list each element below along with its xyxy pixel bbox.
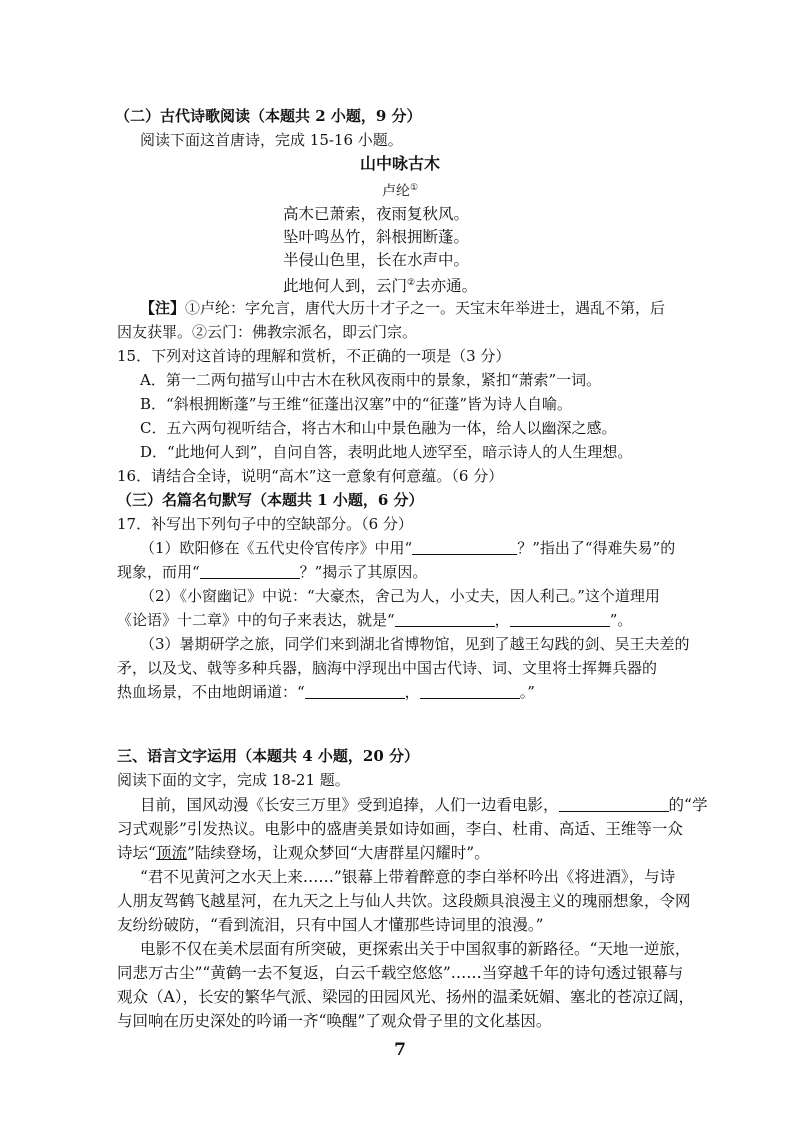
q17-item3-line1: （3）暑期研学之旅，同学们来到湖北省博物馆，见到了越王勾践的剑、吴王夫差的 [140,635,690,653]
q15-stem: 15．下列对这首诗的理解和赏析，不正确的一项是（3 分） [117,347,511,365]
note-line-1 [140,297,665,319]
q15-option-a: A．第一二两句描写山中古木在秋风夜雨中的景象，紧扣“萧索”一词。 [140,371,602,389]
passage-line-7: 电影不仅在美术层面有所突破，更探索出关于中国叙事的新路径。“天地一逆旅， [140,940,691,958]
section2-heading: （二）古代诗歌阅读（本题共 2 小题，9 分） [115,107,422,125]
passage-line-6: 友纷纷破防，“看到流泪，只有中国人才懂那些诗词里的浪漫。” [117,916,544,934]
poem-title: 山中咏古木 [359,154,440,173]
q17-item1-line2 [117,561,427,583]
page-number: 7 [394,1040,406,1060]
passage-line-3 [117,842,490,864]
poem-line-4 [283,272,477,297]
q17-item3-line3 [117,681,535,703]
q17-1-text-c: 现象，而用“ [117,563,200,581]
answer-blank[interactable] [420,682,520,699]
q17-item3-line2: 矛，以及戈、戟等多种兵器，脑海中浮现出中国古代诗、词、文里将士挥舞兵器的 [117,659,658,677]
part3-instruction: 阅读下面的文字，完成 18-21 题。 [117,771,350,789]
answer-blank[interactable] [510,610,610,627]
poem-line-1: 高木已萧索，夜雨复秋风。 [283,205,470,223]
q17-stem: 17．补写出下列句子中的空缺部分。（6 分） [117,515,413,533]
passage-line-2: 习式观影”引发热议。电影中的盛唐美景如诗如画，李白、杜甫、高适、王维等一众 [117,820,683,838]
section2-instruction: 阅读下面这首唐诗，完成 15-16 小题。 [140,131,403,149]
poem-line-3: 半侵山色里，长在水声中。 [283,251,470,269]
q17-1-text-a: （1）欧阳修在《五代史伶官传序》中用“ [140,539,413,557]
passage-line-3-a: 诗坛“ [117,844,156,862]
q15-option-c: C．五六两句视听结合，将古木和山中景色融为一体，给人以幽深之感。 [140,419,617,437]
answer-blank[interactable] [200,562,300,579]
passage-line-3-b: ”陆续登场，让观众梦回“大唐群星闪耀时”。 [186,844,490,862]
passage-line-1-a: 目前，国风动漫《长安三万里》受到追捧，人们一边看电影， [140,796,559,814]
passage-line-10: 与回响在历史深处的吟诵一齐“唤醒”了观众骨子里的文化基因。 [117,1012,552,1030]
q17-3-text-e: 。” [519,683,535,701]
q17-2-text-c: ， [494,611,510,629]
note-label: 【注】 [140,299,186,317]
answer-blank[interactable] [395,610,495,627]
q17-item2-line2 [117,609,632,631]
q15-option-b: B．“斜根拥断蓬”与王维“征蓬出汉塞”中的“征蓬”皆为诗人自喻。 [140,395,573,413]
q15-option-d: D．“此地何人到”，自问自答，表明此地人迹罕至，暗示诗人的人生理想。 [140,443,633,461]
passage-line-8: 同悲万古尘”“黄鹤一去不复返，白云千载空悠悠”……当穿越千年的诗句透过银幕与 [117,964,684,982]
poem-note-mark: ② [407,278,416,288]
poem-line-4-a: 此地何人到，云门 [283,277,408,296]
q17-2-text-d: ”。 [609,611,633,629]
q17-2-text-b: 《论语》十二章》中的句子来表达，就是“ [117,611,395,629]
note-line-2: 因友获罪。②云门：佛教宗派名，即云门宗。 [117,323,418,341]
passage-line-1 [140,794,707,816]
poem-author [0,177,800,203]
author-note-mark: ① [409,183,419,193]
poem-line-2: 坠叶鸣丛竹，斜根拥断蓬。 [283,228,470,246]
passage-line-4: “君不见黄河之水天上来……”银幕上带着醉意的李白举杯吟出《将进酒》，与诗 [140,868,676,886]
answer-blank[interactable] [559,795,669,812]
q17-3-text-d: ， [404,683,420,701]
poem-line-4-b: 去亦通。 [415,277,478,296]
q17-3-text-c: 热血场景，不由地朗诵道：“ [117,683,305,701]
underlined-word: 顶流 [155,844,187,862]
q16-stem: 16．请结合全诗，说明“高木”这一意象有何意蕴。（6 分） [117,467,504,485]
author-name: 卢纶 [381,183,410,200]
answer-blank[interactable] [412,538,517,555]
q17-1-text-b: ？”指出了“得难失易”的 [517,539,676,557]
passage-line-5: 人朋友驾鹤飞越星河，在九天之上与仙人共饮。这段颇具浪漫主义的瑰丽想象，令网 [117,892,691,910]
part3-heading: 三、语言文字运用（本题共 4 小题，20 分） [117,747,419,765]
section3-heading: （三）名篇名句默写（本题共 1 小题，6 分） [117,491,424,509]
q17-item1-line1 [140,537,675,559]
q17-1-text-d: ？”揭示了其原因。 [299,563,428,581]
passage-line-9: 观众（A），长安的繁华气派、梁园的田园风光、扬州的温柔妩媚、塞北的苍凉辽阔， [117,988,694,1006]
passage-line-1-b: 的“学 [668,796,708,814]
q17-item2-line1: （2）《小窗幽记》中说：“大豪杰，舍己为人，小丈夫，因人利己。”这个道理用 [140,587,660,605]
answer-blank[interactable] [305,682,405,699]
note-text-1: ①卢纶：字允言，唐代大历十才子之一。天宝末年举进士，遇乱不第，后 [185,299,666,317]
